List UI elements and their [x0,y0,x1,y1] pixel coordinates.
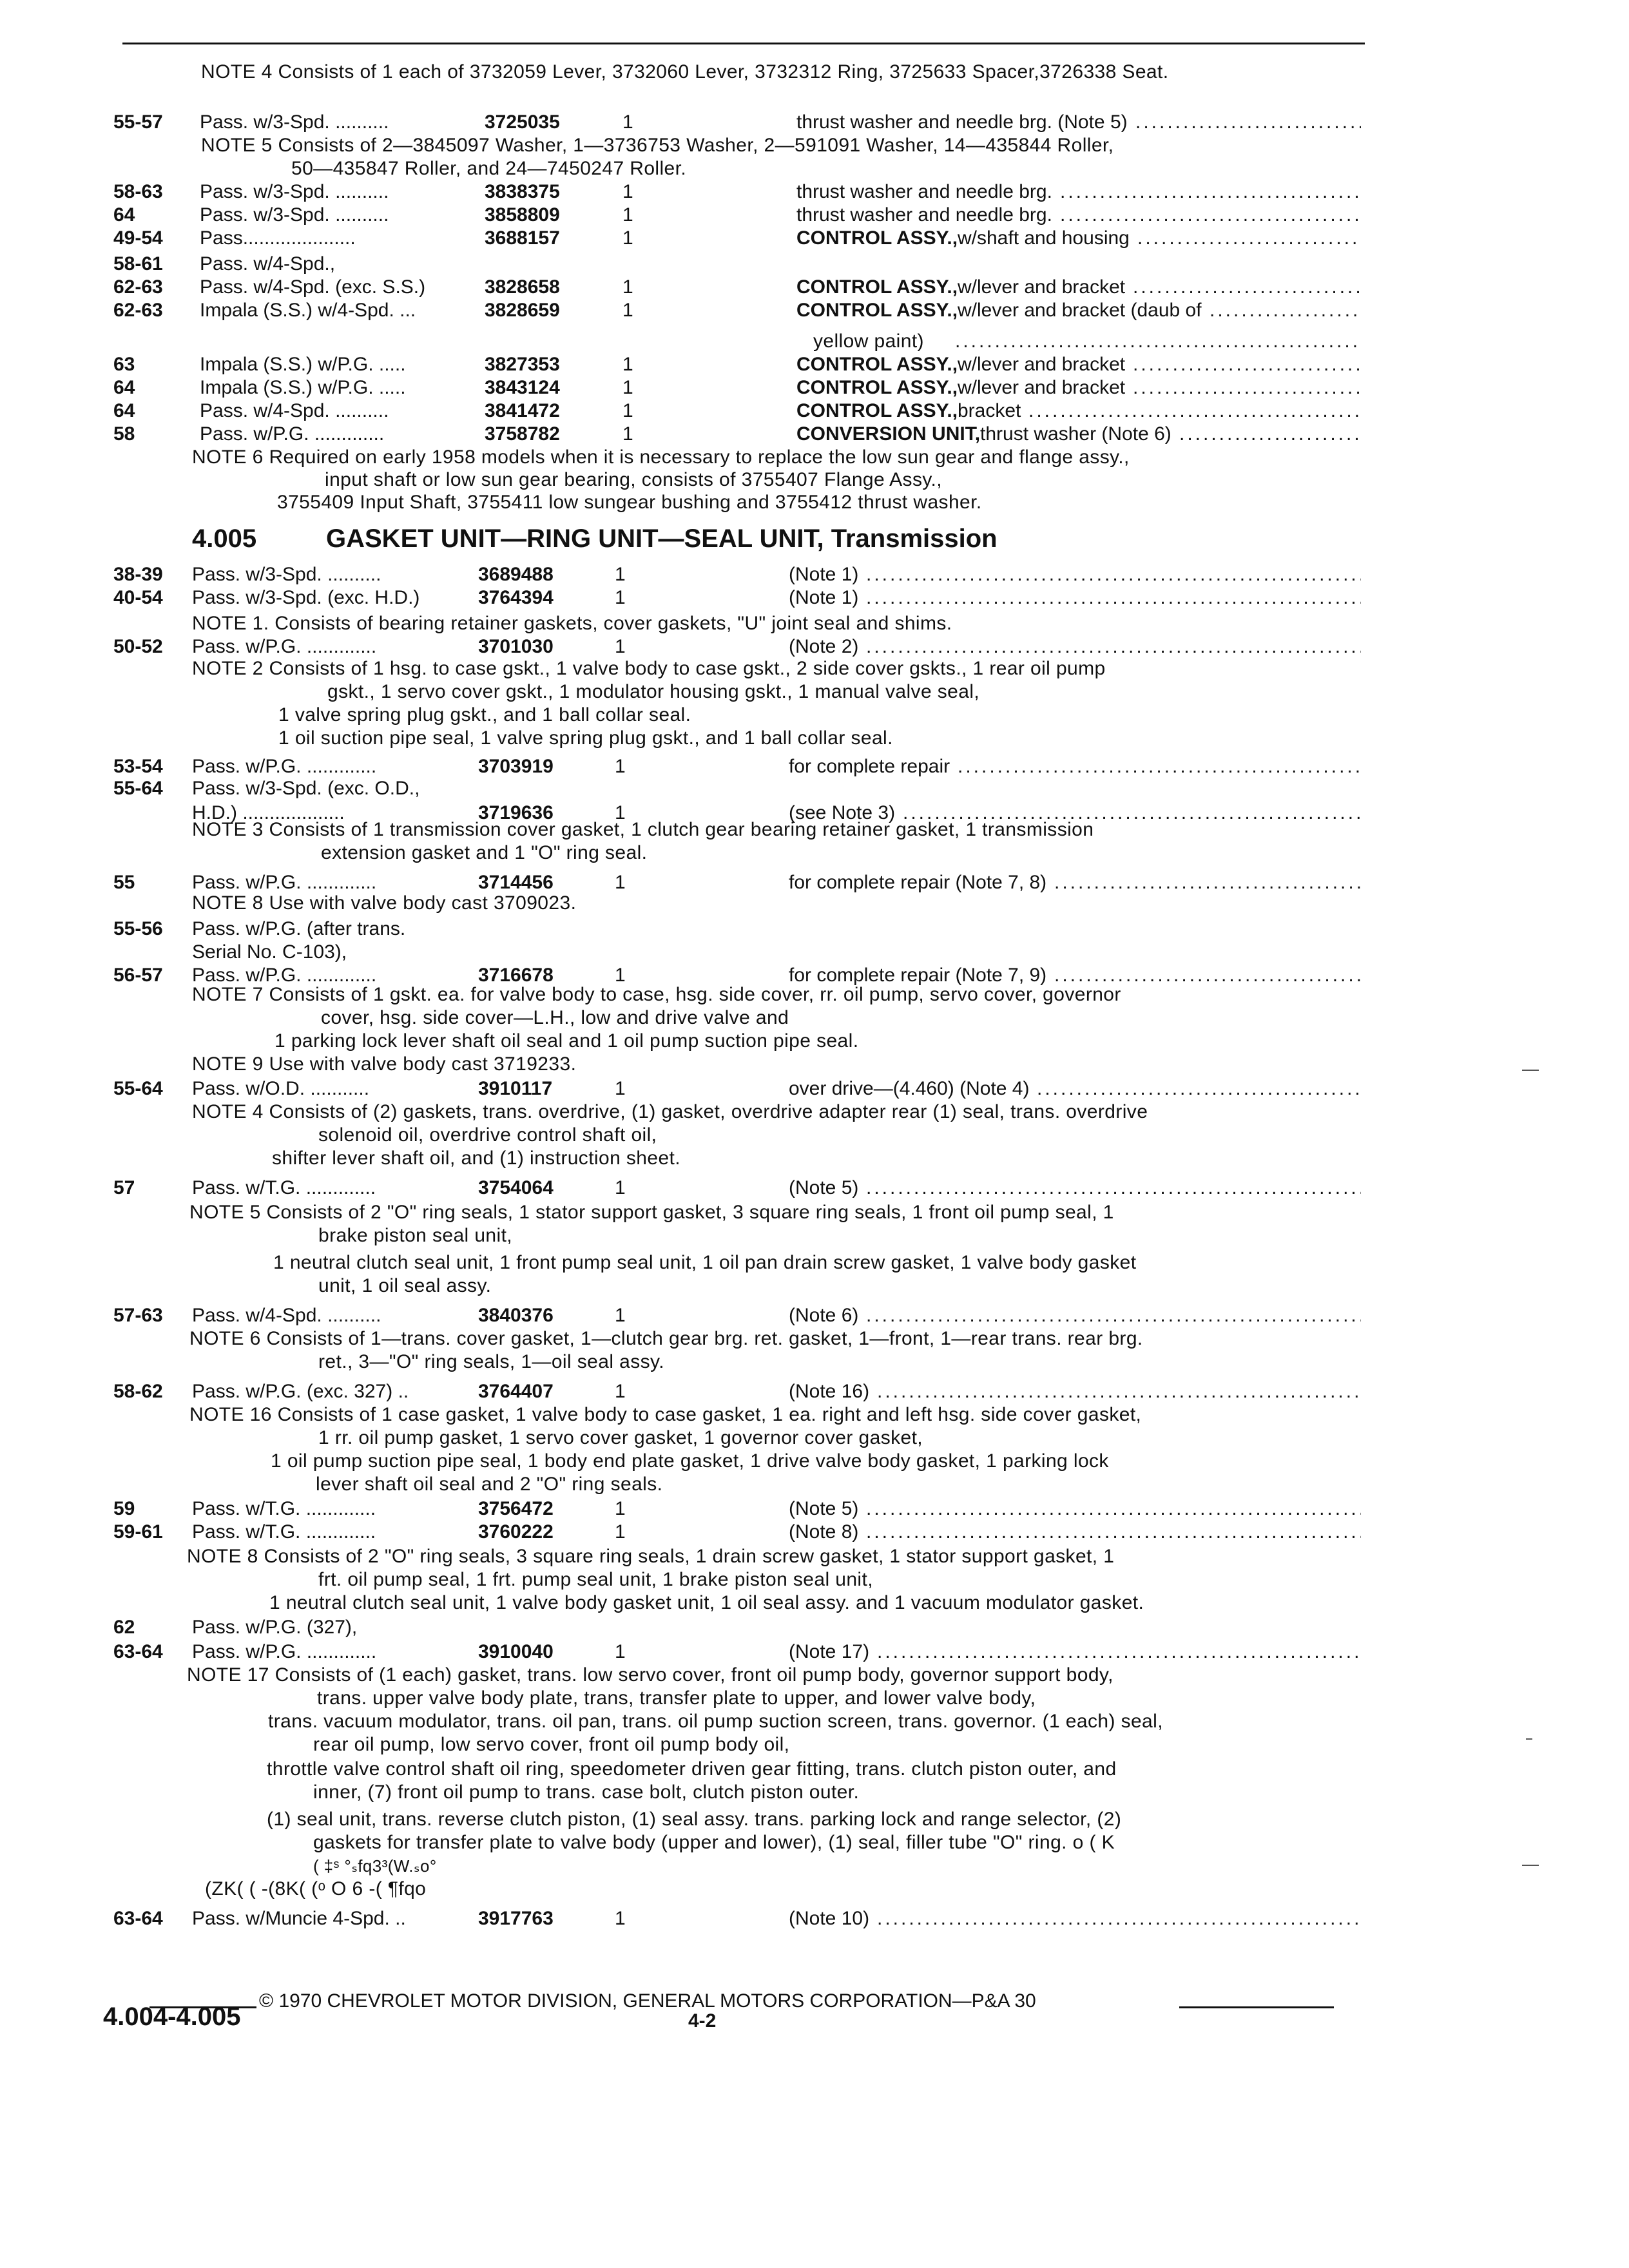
leader-dots [1060,204,1361,227]
quantity: 1 [622,181,633,202]
margin-mark [1522,1070,1539,1071]
part-name: CONTROL ASSY., [796,354,958,375]
part-remark: (Note 2) [789,636,859,657]
model-years: 53-54 [113,756,163,777]
model-years: 56-57 [113,965,163,986]
note-4-top: NOTE 4 Consists of 1 each of 3732059 Lever, 3732060 Lever, 3732312 Ring, 3725633 Spacer,3726338 Seat. [201,61,1169,82]
note-4-line-1: NOTE 4 Consists of (2) gaskets, trans. overdrive, (1) gasket, overdrive adapter rear (1) seal, trans. overdrive [192,1101,1148,1122]
model-description: Pass. w/4-Spd., [200,253,336,274]
model-description: Pass. w/3-Spd. (exc. O.D., [192,778,420,799]
note-2-line-4: 1 oil suction pipe seal, 1 valve spring plug gskt., and 1 ball collar seal. [278,727,893,749]
model-description: Pass. w/P.G. ............. [192,636,377,657]
model-years: 59 [113,1498,135,1519]
part-number: 3688157 [485,227,560,249]
margin-mark [1522,1865,1539,1866]
model-years: 64 [113,377,135,398]
part-remark: (Note 1) [789,564,859,585]
part-name: CONVERSION UNIT, [796,423,981,445]
part-number: 3756472 [478,1498,554,1519]
part-remark: thrust washer and needle brg. (Note 5) [796,111,1128,133]
note-8-line-3: 1 neutral clutch seal unit, 1 valve body gasket unit, 1 oil seal assy. and 1 vacuum modulator gasket. [269,1592,1144,1613]
part-remark: w/shaft and housing [958,227,1130,249]
model-description: Pass. w/O.D. ........... [192,1078,370,1099]
leader-dots [877,1907,1361,1930]
note-16-line-4: lever shaft oil seal and 2 "O" ring seals. [316,1474,663,1495]
part-name: CONTROL ASSY., [796,227,958,249]
model-description: Pass. w/4-Spd. .......... [192,1305,381,1326]
part-number: 3917763 [478,1908,554,1929]
model-years: 49-54 [113,227,163,249]
part-number: 3754064 [478,1177,554,1198]
part-name: CONTROL ASSY., [796,300,958,321]
part-number: 3828659 [485,300,560,321]
quantity: 1 [615,1177,626,1198]
model-years: 50-52 [113,636,163,657]
leader-dots [866,1521,1361,1544]
note-17-line-2: trans. upper valve body plate, trans, transfer plate to upper, and lower valve body, [317,1687,1036,1709]
part-remark: bracket [958,400,1021,421]
quantity: 1 [622,276,633,298]
quantity: 1 [622,300,633,321]
leader-dots [1054,871,1361,894]
part-number: 3840376 [478,1305,554,1326]
model-description: Pass. w/P.G. ............. [192,965,377,986]
model-description: Pass. w/T.G. ............. [192,1498,376,1519]
note-7-line-3: 1 parking lock lever shaft oil seal and 1 oil pump suction pipe seal. [275,1030,859,1052]
part-number: 3716678 [478,965,554,986]
part-remark: w/lever and bracket (daub of [958,300,1202,321]
part-number: 3689488 [478,564,554,585]
section-number: 4.005 [192,524,257,553]
note-3-line-2: extension gasket and 1 "O" ring seal. [321,842,648,863]
part-number: 3827353 [485,354,560,375]
part-number: 3760222 [478,1521,554,1542]
model-description: Pass. w/3-Spd. .......... [192,564,381,585]
leader-dots [866,1177,1361,1200]
model-years: 57 [113,1177,135,1198]
leader-dots [1210,299,1361,322]
part-remark: (see Note 3) [789,802,896,823]
model-years: 58-61 [113,253,163,274]
part-remark: thrust washer and needle brg. [796,204,1052,226]
quantity: 1 [615,756,626,777]
leader-dots [958,755,1361,778]
quantity: 1 [622,400,633,421]
part-remark: (Note 10) [789,1908,870,1929]
part-remark: thrust washer (Note 6) [980,423,1171,445]
part-number: 3858809 [485,204,560,226]
note-5-line-2: 50—435847 Roller, and 24—7450247 Roller. [291,158,687,179]
part-remark: w/lever and bracket [958,276,1126,298]
note-5-b-line-1: NOTE 5 Consists of 2 "O" ring seals, 1 stator support gasket, 3 square ring seals, 1 front oil pump seal, 1 [189,1202,1114,1223]
note-5-b-line-2: brake piston seal unit, [318,1225,513,1246]
note-17-line-10: (ZK( ( -(8K( (ᵒ O 6 -( ¶fqo [205,1878,427,1899]
model-description: Impala (S.S.) w/4-Spd. ... [200,300,416,321]
model-years: 58-63 [113,181,163,202]
leader-dots [866,563,1361,586]
model-description: Pass. w/P.G. (327), [192,1617,358,1638]
top-rule [122,43,1365,44]
quantity: 1 [622,354,633,375]
part-remark: (Note 8) [789,1521,859,1542]
model-years: 40-54 [113,587,163,608]
leader-dots [1133,276,1361,299]
note-16-line-2: 1 rr. oil pump gasket, 1 servo cover gasket, 1 governor cover gasket, [318,1427,923,1448]
quantity: 1 [615,1305,626,1326]
note-1: NOTE 1. Consists of bearing retainer gaskets, cover gaskets, "U" joint seal and shims. [192,613,952,634]
quantity: 1 [615,802,626,823]
part-remark: (Note 16) [789,1381,870,1402]
note-2-line-2: gskt., 1 servo cover gskt., 1 modulator housing gskt., 1 manual valve seal, [327,681,980,702]
model-description: Pass. w/4-Spd. (exc. S.S.) [200,276,426,298]
leader-dots [955,330,1361,353]
note-8-line-1: NOTE 8 Consists of 2 "O" ring seals, 3 square ring seals, 1 drain screw gasket, 1 stator support gasket, 1 [187,1546,1115,1567]
part-remark: (Note 5) [789,1177,859,1198]
part-number: 3828658 [485,276,560,298]
model-description: Pass. w/P.G. (exc. 327) .. [192,1381,409,1402]
margin-mark [1526,1738,1532,1740]
quantity: 1 [615,564,626,585]
note-7-line-1: NOTE 7 Consists of 1 gskt. ea. for valve body to case, hsg. side cover, rr. oil pump, servo cover, governor [192,984,1121,1005]
model-description: Pass. w/P.G. (after trans. [192,918,406,939]
quantity: 1 [615,965,626,986]
model-years: 62 [113,1617,135,1638]
part-name: CONTROL ASSY., [796,377,958,398]
model-description: Pass. w/4-Spd. .......... [200,400,389,421]
quantity: 1 [622,377,633,398]
model-description: Serial No. C-103), [192,941,347,963]
note-17-line-7: (1) seal unit, trans. reverse clutch piston, (1) seal assy. trans. parking lock and range selector, (2) [267,1809,1122,1830]
model-description: Pass. w/3-Spd. .......... [200,181,389,202]
model-years: 55-57 [113,111,163,133]
note-17-line-6: inner, (7) front oil pump to trans. case bolt, clutch piston outer. [313,1782,860,1803]
model-description: Impala (S.S.) w/P.G. ..... [200,354,406,375]
leader-dots [1028,399,1361,423]
footer-copyright: © 1970 CHEVROLET MOTOR DIVISION, GENERAL MOTORS CORPORATION—P&A 30 [259,1990,1036,2012]
footer-rule-right [1179,2006,1334,2008]
note-9: NOTE 9 Use with valve body cast 3719233. [192,1053,577,1075]
note-5-b-line-3: 1 neutral clutch seal unit, 1 front pump seal unit, 1 oil pan drain screw gasket, 1 valve body gasket [273,1252,1137,1273]
model-years: 59-61 [113,1521,163,1542]
model-description: Pass. w/P.G. ............. [192,756,377,777]
leader-dots [877,1380,1361,1403]
model-description: Pass. w/P.G. ............. [192,1641,377,1662]
leader-dots [1060,180,1361,204]
quantity: 1 [622,111,633,133]
model-years: 38-39 [113,564,163,585]
model-description: Pass. w/3-Spd. (exc. H.D.) [192,587,420,608]
part-number: 3758782 [485,423,560,445]
note-6-line-1: NOTE 6 Required on early 1958 models when it is necessary to replace the low sun gear and flange assy., [192,447,1130,468]
part-number: 3714456 [478,872,554,893]
quantity: 1 [615,1908,626,1929]
part-number: 3703919 [478,756,554,777]
leader-dots [1133,376,1361,399]
model-description: Pass. w/Muncie 4-Spd. .. [192,1908,406,1929]
note-4-line-3: shifter lever shaft oil, and (1) instruction sheet. [272,1148,681,1169]
model-years: 55-56 [113,918,163,939]
part-remark: (Note 6) [789,1305,859,1326]
quantity: 1 [615,872,626,893]
model-years: 58-62 [113,1381,163,1402]
part-number: 3764407 [478,1381,554,1402]
note-17-line-4: rear oil pump, low servo cover, front oil pump body oil, [313,1734,790,1755]
part-remark: over drive—(4.460) (Note 4) [789,1078,1030,1099]
note-5-line-1: NOTE 5 Consists of 2—3845097 Washer, 1—3736753 Washer, 2—591091 Washer, 14—435844 Roller, [201,135,1114,156]
quantity: 1 [622,204,633,226]
quantity: 1 [615,1641,626,1662]
leader-dots [1137,227,1361,250]
part-number: 3725035 [485,111,560,133]
note-7-line-2: cover, hsg. side cover—L.H., low and drive valve and [321,1007,789,1028]
quantity: 1 [622,423,633,445]
part-remark: for complete repair [789,756,950,777]
model-description: Impala (S.S.) w/P.G. ..... [200,377,406,398]
quantity: 1 [622,227,633,249]
quantity: 1 [615,1498,626,1519]
leader-dots [866,1304,1361,1327]
part-number: 3838375 [485,181,560,202]
part-number: 3764394 [478,587,554,608]
model-years: 62-63 [113,276,163,298]
model-description: Pass. w/3-Spd. .......... [200,111,389,133]
model-years: 64 [113,204,135,226]
quantity: 1 [615,1521,626,1542]
quantity: 1 [615,587,626,608]
model-description: Pass. w/3-Spd. .......... [200,204,389,226]
note-6-line-2: input shaft or low sun gear bearing, consists of 3755407 Flange Assy., [325,469,942,490]
model-years: 63 [113,354,135,375]
note-6-line-3: 3755409 Input Shaft, 3755411 low sungear bushing and 3755412 thrust washer. [277,492,982,513]
note-17-line-1: NOTE 17 Consists of (1 each) gasket, trans. low servo cover, front oil pump body, governor support body, [187,1664,1113,1686]
leader-dots [1133,353,1361,376]
model-years: 63-64 [113,1641,163,1662]
model-years: 58 [113,423,135,445]
note-17-line-5: throttle valve control shaft oil ring, speedometer driven gear fitting, trans. clutch piston outer, and [267,1758,1117,1780]
part-number: 3841472 [485,400,560,421]
note-6-b-line-1: NOTE 6 Consists of 1—trans. cover gasket, 1—clutch gear brg. ret. gasket, 1—front, 1—rear trans. rear brg. [189,1328,1143,1349]
note-6-b-line-2: ret., 3—"O" ring seals, 1—oil seal assy. [318,1351,664,1372]
note-5-b-line-4: unit, 1 oil seal assy. [318,1275,492,1296]
leader-dots [866,586,1361,610]
part-name: CONTROL ASSY., [796,276,958,298]
model-years: 57-63 [113,1305,163,1326]
model-description: Pass. w/T.G. ............. [192,1521,376,1542]
quantity: 1 [615,1381,626,1402]
footer-section-range: 4.004-4.005 [103,2003,241,2031]
part-remark: (Note 17) [789,1641,870,1662]
part-remark: for complete repair (Note 7, 9) [789,965,1047,986]
section-title: GASKET UNIT—RING UNIT—SEAL UNIT, Transmission [326,524,998,553]
note-3-line-1: NOTE 3 Consists of 1 transmission cover gasket, 1 clutch gear bearing retainer gasket, 1 transmission [192,819,1094,840]
part-number: 3701030 [478,636,554,657]
part-number: 3910117 [478,1078,553,1099]
note-4-line-2: solenoid oil, overdrive control shaft oil, [318,1124,657,1146]
model-description: Pass. w/P.G. ............. [192,872,377,893]
part-remark: w/lever and bracket [958,354,1126,375]
note-17-line-9: ( ‡ˢ °ₛfq3³(W.ₛo° [313,1856,437,1876]
part-remark: w/lever and bracket [958,377,1126,398]
part-remark: for complete repair (Note 7, 8) [789,872,1047,893]
model-years: 55-64 [113,1078,163,1099]
note-17-line-8: gaskets for transfer plate to valve body (upper and lower), (1) seal, filler tube "O" ring. o ( K [313,1832,1115,1853]
model-description: Pass. w/P.G. ............. [200,423,385,445]
note-16-line-1: NOTE 16 Consists of 1 case gasket, 1 valve body to case gasket, 1 ea. right and left hsg. side cover gasket, [189,1404,1142,1425]
leader-dots [866,635,1361,658]
note-2-line-1: NOTE 2 Consists of 1 hsg. to case gskt., 1 valve body to case gskt., 2 side cover gskts., 1 rear oil pump [192,658,1106,679]
model-description: H.D.) ................... [192,802,345,823]
model-years: 62-63 [113,300,163,321]
quantity: 1 [615,636,626,657]
model-years: 64 [113,400,135,421]
leader-dots [866,1497,1361,1521]
model-years: 55-64 [113,778,163,799]
note-17-line-3: trans. vacuum modulator, trans. oil pan, trans. oil pump suction screen, trans. governor. (1 each) seal, [268,1711,1163,1732]
note-2-line-3: 1 valve spring plug gskt., and 1 ball collar seal. [278,704,691,726]
part-number: 3719636 [478,802,554,823]
part-number: 3910040 [478,1641,554,1662]
note-16-line-3: 1 oil pump suction pipe seal, 1 body end plate gasket, 1 drive valve body gasket, 1 parking lock [271,1450,1109,1472]
leader-dots [1037,1077,1361,1100]
leader-dots [1135,111,1361,134]
part-name: CONTROL ASSY., [796,400,958,421]
leader-dots [1179,423,1361,446]
model-years: 55 [113,872,135,893]
part-remark: (Note 1) [789,587,859,608]
model-description: Pass. w/T.G. ............. [192,1177,376,1198]
part-remark: thrust washer and needle brg. [796,181,1052,202]
yellow-paint-text: yellow paint) [813,331,924,352]
note-8a: NOTE 8 Use with valve body cast 3709023. [192,892,577,914]
note-8-line-2: frt. oil pump seal, 1 frt. pump seal unit, 1 brake piston seal unit, [318,1569,873,1590]
leader-dots [877,1640,1361,1664]
part-number: 3843124 [485,377,560,398]
part-remark: (Note 5) [789,1498,859,1519]
footer-page-number: 4-2 [688,2010,717,2032]
model-description: Pass..................... [200,227,356,249]
quantity: 1 [615,1078,626,1099]
model-years: 63-64 [113,1908,163,1929]
